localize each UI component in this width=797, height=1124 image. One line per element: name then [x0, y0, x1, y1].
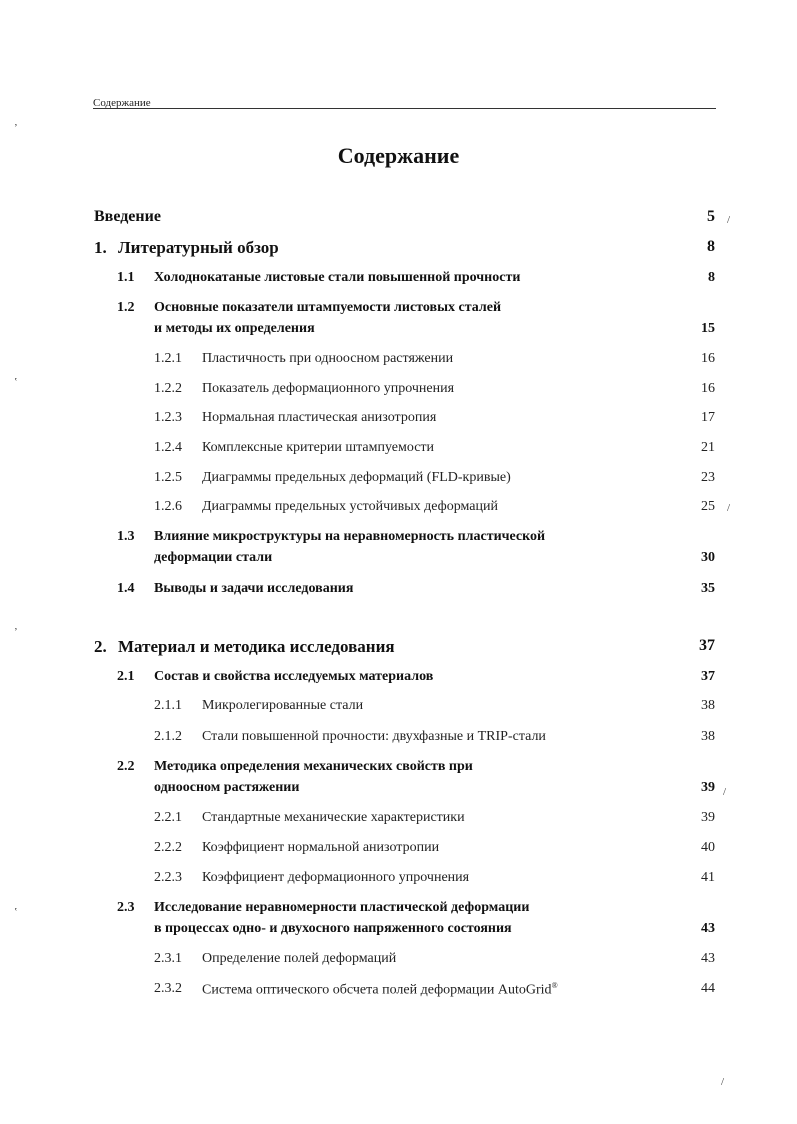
toc-entry-2-2-1	[0, 810, 797, 840]
toc-label-line1: Основные показатели штампуемости листовых сталей	[154, 300, 502, 315]
scan-mark: /	[727, 214, 731, 226]
scan-mark: /	[723, 786, 727, 798]
toc-entry-1-1	[0, 270, 797, 300]
running-header: Содержание	[93, 97, 151, 109]
toc-number: 2.	[94, 637, 107, 656]
toc-label: Диаграммы предельных деформаций (FLD-кривые)	[202, 470, 511, 485]
toc-number: 2.1.2	[154, 729, 182, 744]
toc-entry-2-1-1	[0, 698, 797, 728]
toc-page: 41	[701, 870, 715, 885]
toc-page: 37	[699, 637, 715, 654]
toc-page: 39	[701, 810, 715, 825]
toc-number: 1.2.1	[154, 351, 182, 366]
header-rule	[93, 108, 716, 109]
toc-entry-1-2-3	[0, 410, 797, 440]
scan-mark: ʽ	[14, 906, 18, 918]
toc-label: Микролегированные стали	[202, 698, 364, 713]
toc-label: Коэффициент деформационного упрочнения	[202, 870, 470, 885]
toc-number: 2.3	[117, 900, 135, 915]
registered-mark: ®	[551, 981, 558, 990]
toc-number: 1.2.3	[154, 410, 182, 425]
toc-number: 1.3	[117, 529, 135, 544]
toc-chapter-2	[0, 637, 797, 667]
scan-mark: /	[721, 1076, 725, 1088]
toc-label: Диаграммы предельных устойчивых деформаций	[202, 499, 498, 514]
toc-number: 1.	[94, 238, 107, 257]
toc-number: 2.2.3	[154, 870, 182, 885]
scan-mark: ʼ	[14, 626, 18, 638]
toc-page: 5	[707, 208, 715, 225]
scan-mark: /	[727, 502, 731, 514]
toc-page: 40	[701, 840, 715, 855]
toc-entry-1-4	[0, 581, 797, 611]
toc-number: 2.3.1	[154, 951, 182, 966]
toc-number: 1.4	[117, 581, 135, 596]
toc-entry-2-3	[0, 900, 797, 945]
toc-label: Комплексные критерии штампуемости	[202, 440, 435, 455]
toc-entry-1-3	[0, 529, 797, 574]
toc-page: 8	[708, 270, 715, 285]
toc-page: 38	[701, 698, 715, 713]
toc-label-line2: деформации стали	[154, 550, 273, 565]
toc-label: Холоднокатаные листовые стали повышенной прочности	[154, 270, 521, 285]
toc-label	[202, 981, 558, 999]
toc-label-line2: в процессах одно- и двухосного напряженного состояния	[154, 921, 512, 936]
toc-entry-2-1	[0, 669, 797, 699]
toc-number: 2.1.1	[154, 698, 182, 713]
toc-entry-2-2-3	[0, 870, 797, 900]
toc-label-line2: и методы их определения	[154, 321, 315, 336]
toc-label: Стали повышенной прочности: двухфазные и TRIP-стали	[202, 729, 546, 744]
toc-entry-1-2-2	[0, 381, 797, 411]
toc-entry-2-3-2	[0, 981, 797, 1011]
toc-number: 2.3.2	[154, 981, 182, 996]
toc-number: 1.1	[117, 270, 135, 285]
toc-page: 21	[701, 440, 715, 455]
toc-entry-2-2-2	[0, 840, 797, 870]
toc-page: 16	[701, 381, 715, 396]
toc-entry-1-2-5	[0, 470, 797, 500]
toc-number: 1.2.2	[154, 381, 182, 396]
toc-label: Введение	[94, 208, 161, 225]
toc-page: 43	[701, 921, 715, 936]
toc-page: 25	[701, 499, 715, 514]
toc-entry-1-2	[0, 300, 797, 345]
scan-mark: ʽ	[14, 376, 18, 388]
toc-page: 15	[701, 321, 715, 336]
toc-page: 8	[707, 238, 715, 255]
toc-label: Материал и методика исследования	[118, 637, 395, 656]
toc-label: Определение полей деформаций	[202, 951, 397, 966]
toc-number: 1.2.4	[154, 440, 182, 455]
toc-label: Показатель деформационного упрочнения	[202, 381, 455, 396]
toc-page: 37	[701, 669, 715, 684]
toc-label-line1: Исследование неравномерности пластической деформации	[154, 900, 530, 915]
toc-entry-2-3-1	[0, 951, 797, 981]
toc-entry-1-2-1	[0, 351, 797, 381]
toc-number: 2.2.1	[154, 810, 182, 825]
toc-label: Пластичность при одноосном растяжении	[202, 351, 454, 366]
toc-entry-intro	[0, 208, 797, 238]
toc-page: 30	[701, 550, 715, 565]
toc-entry-1-2-6	[0, 499, 797, 529]
toc-page: 23	[701, 470, 715, 485]
page-title: Содержание	[337, 143, 460, 168]
toc-page: 38	[701, 729, 715, 744]
toc-page: 43	[701, 951, 715, 966]
toc-page: 16	[701, 351, 715, 366]
toc-number: 1.2.5	[154, 470, 182, 485]
toc-page: 17	[701, 410, 715, 425]
toc-label: Состав и свойства исследуемых материалов	[154, 669, 434, 684]
toc-page: 35	[701, 581, 715, 596]
toc-label: Выводы и задачи исследования	[154, 581, 354, 596]
toc-label: Литературный обзор	[118, 238, 279, 257]
toc-label-line1: Методика определения механических свойств при	[154, 759, 473, 774]
toc-page: 39	[701, 780, 715, 795]
scan-mark: ʼ	[14, 122, 18, 134]
toc-label: Нормальная пластическая анизотропия	[202, 410, 437, 425]
toc-number: 2.2.2	[154, 840, 182, 855]
toc-page: 44	[701, 981, 715, 996]
toc-entry-1-2-4	[0, 440, 797, 470]
toc-number: 1.2.6	[154, 499, 182, 514]
toc-number: 1.2	[117, 300, 135, 315]
toc-number: 2.1	[117, 669, 135, 684]
toc-label: Коэффициент нормальной анизотропии	[202, 840, 440, 855]
toc-entry-2-2	[0, 759, 797, 804]
toc-label-line2: одноосном растяжении	[154, 780, 300, 795]
toc-number: 2.2	[117, 759, 135, 774]
toc-label-text: Система оптического обсчета полей деформации AutoGrid	[202, 982, 552, 998]
toc-entry-2-1-2	[0, 729, 797, 759]
toc-chapter-1	[0, 238, 797, 268]
toc-label-line1: Влияние микроструктуры на неравномерность пластической	[154, 529, 546, 544]
toc-label: Стандартные механические характеристики	[202, 810, 465, 825]
